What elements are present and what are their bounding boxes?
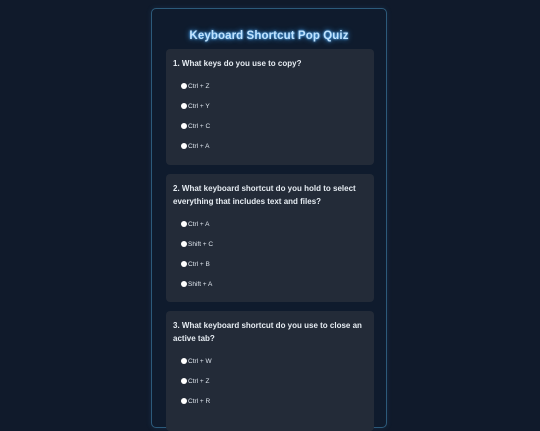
option-label: Shift + A [188,280,213,288]
radio-button[interactable] [181,103,187,109]
option-label: Shift + C [188,240,214,248]
radio-button[interactable] [181,123,187,129]
option-2-4[interactable] [181,279,212,289]
option-3-1[interactable] [181,356,212,366]
question-card-2 [166,174,374,302]
option-label: Ctrl + A [188,142,210,150]
option-2-2[interactable] [181,239,213,249]
radio-button[interactable] [181,83,187,89]
option-1-1[interactable] [181,81,210,91]
radio-button[interactable] [181,143,187,149]
option-label: Ctrl + R [188,397,211,405]
option-2-1[interactable] [181,219,210,229]
radio-button[interactable] [181,358,187,364]
quiz-panel [151,8,387,428]
radio-button[interactable] [181,241,187,247]
question-text-3: 3. What keyboard shortcut do you use to close an active tab? [173,321,362,343]
radio-button[interactable] [181,261,187,267]
option-label: Ctrl + C [188,122,211,130]
option-1-4[interactable] [181,141,210,151]
option-1-2[interactable] [181,101,210,111]
question-card-3 [166,311,374,431]
option-label: Ctrl + Z [188,82,210,90]
option-2-3[interactable] [181,259,210,269]
option-label: Ctrl + A [188,220,210,228]
radio-button[interactable] [181,398,187,404]
option-label: Ctrl + Y [188,102,210,110]
option-label: Ctrl + B [188,260,210,268]
quiz-title: Keyboard Shortcut Pop Quiz [189,30,349,42]
question-text-1: 1. What keys do you use to copy? [173,59,302,68]
question-text-2: 2. What keyboard shortcut do you hold to select everything that includes text and files? [173,184,356,206]
radio-button[interactable] [181,221,187,227]
radio-button[interactable] [181,281,187,287]
option-3-2[interactable] [181,376,210,386]
option-label: Ctrl + W [188,357,212,365]
question-card-1 [166,49,374,165]
radio-button[interactable] [181,378,187,384]
option-label: Ctrl + Z [188,377,210,385]
option-1-3[interactable] [181,121,210,131]
